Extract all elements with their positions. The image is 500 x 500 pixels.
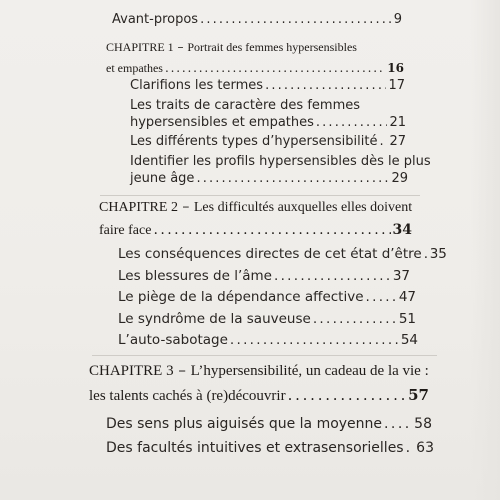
- toc-entry: [106, 440, 434, 456]
- leader-dots: [316, 115, 388, 130]
- toc-entry: [106, 416, 432, 432]
- toc-entry: [130, 134, 406, 149]
- entry-page: 58: [414, 416, 432, 432]
- entry-title: Le syndrôme de la sauveuse: [118, 311, 311, 327]
- entry-page: 21: [389, 115, 406, 130]
- leader-dots: [165, 57, 385, 80]
- leader-dots: [379, 134, 387, 149]
- toc-entry-line1: [130, 98, 360, 113]
- chapter-title-line2: et empathes: [106, 61, 163, 75]
- chapter-3-heading: [89, 358, 434, 383]
- chapter-page: 16: [387, 61, 404, 75]
- chapter-1-heading: [106, 37, 406, 57]
- chapter-3-heading-line2: [89, 383, 429, 408]
- entry-page: 51: [398, 311, 416, 327]
- leader-dots: [153, 219, 390, 242]
- toc-entry: [130, 115, 406, 130]
- chapter-label: CHAPITRE 2: [99, 200, 178, 215]
- chapter-title-line2: les talents cachés à (re)découvrir: [89, 388, 286, 404]
- entry-title: Les blessures de l’âme: [118, 268, 272, 284]
- chapter-dash: –: [173, 40, 188, 54]
- chapter-2-heading-line2: [99, 219, 412, 242]
- leader-dots: [424, 246, 428, 262]
- entry-title: Le piège de la dépendance affective: [118, 289, 364, 305]
- entry-title-line2: jeune âge: [130, 171, 195, 186]
- toc-entry: [118, 332, 418, 348]
- entry-title: Avant-propos: [112, 12, 199, 27]
- entry-title: Les différents types d’hypersensibilité: [130, 134, 378, 149]
- chapter-label: CHAPITRE 1: [106, 40, 174, 54]
- leader-dots: [230, 332, 399, 348]
- chapter-label: CHAPITRE 3: [89, 363, 174, 379]
- leader-dots: [274, 268, 391, 284]
- chapter-2-heading: [99, 196, 419, 219]
- toc-entry: [118, 246, 447, 262]
- entry-page: 35: [429, 246, 447, 262]
- entry-page: 17: [388, 78, 405, 93]
- toc-entry: [118, 289, 416, 305]
- toc-entry: [130, 171, 408, 186]
- entry-title: Des sens plus aiguisés que la moyenne: [106, 416, 383, 432]
- entry-page: 9: [393, 12, 402, 27]
- chapter-dash: –: [177, 199, 194, 215]
- chapter-dash: –: [173, 361, 191, 379]
- toc-entry: [118, 268, 410, 284]
- chapter-1-heading-line2: [106, 57, 404, 80]
- chapter-title-line1: Portrait des femmes hypersensibles: [187, 40, 357, 54]
- leader-dots: [384, 416, 412, 432]
- chapter-title-line2: faire face: [99, 223, 152, 238]
- chapter-page: 34: [392, 222, 412, 238]
- entry-title: L’auto-sabotage: [118, 332, 228, 348]
- entry-page: 37: [392, 268, 410, 284]
- leader-dots: [313, 311, 397, 327]
- chapter-separator: [92, 355, 437, 356]
- toc-entry: [130, 78, 405, 93]
- entry-page: 54: [400, 332, 418, 348]
- entry-title-line2: hypersensibles et empathes: [130, 115, 314, 130]
- leader-dots: [200, 12, 392, 27]
- entry-page: 29: [391, 171, 408, 186]
- entry-title: Les conséquences directes de cet état d’être: [118, 246, 422, 262]
- chapter-title-line1: Les difficultés auxquelles elles doivent: [193, 200, 413, 215]
- leader-dots: [265, 78, 386, 93]
- leader-dots: [288, 383, 407, 407]
- chapter-title-line1: L’hypersensibilité, un cadeau de la vie :: [190, 363, 429, 379]
- entry-page: 47: [398, 289, 416, 305]
- chapter-page: 57: [408, 386, 429, 404]
- entry-title-line1: Les traits de caractère des femmes: [130, 98, 361, 113]
- leader-dots: [196, 171, 389, 186]
- entry-title: Clarifions les termes: [130, 78, 264, 93]
- entry-title: Des facultés intuitives et extrasensorielles: [106, 440, 404, 456]
- entry-title-line1: Identifier les profils hypersensibles dès le plus: [130, 154, 431, 169]
- leader-dots: [406, 440, 415, 456]
- toc-entry: [118, 311, 416, 327]
- entry-page: 27: [389, 134, 406, 149]
- toc-entry-line1: [130, 154, 431, 169]
- entry-page: 63: [416, 440, 434, 456]
- toc-entry-foreword: [112, 12, 402, 27]
- leader-dots: [366, 289, 397, 305]
